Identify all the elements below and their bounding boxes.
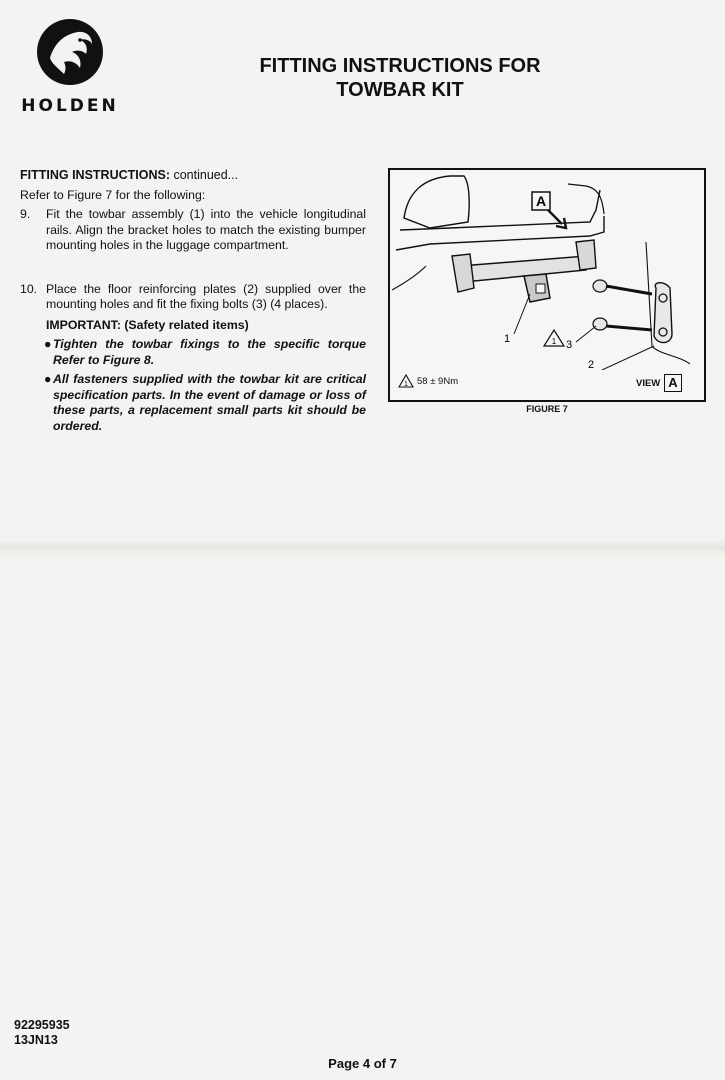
holden-lion-icon <box>36 18 104 86</box>
towbar-left-arm <box>452 254 474 292</box>
part-label-3: 3 <box>566 339 573 351</box>
callout-a-letter: A <box>535 193 547 209</box>
bolt-head-upper <box>593 280 607 292</box>
step-9 <box>20 207 366 254</box>
step-10 <box>20 282 366 313</box>
part-number: 92295935 <box>14 1018 70 1032</box>
figure-caption: FIGURE 7 <box>526 404 568 414</box>
bolt-head-lower <box>593 318 607 330</box>
view-label <box>636 374 682 392</box>
callout-arrow-icon <box>548 210 566 228</box>
document-codes <box>14 1018 70 1048</box>
towbar-diagram <box>390 170 704 370</box>
section-heading-label: FITTING INSTRUCTIONS: <box>20 168 170 182</box>
vehicle-body-line <box>400 190 600 230</box>
underbody-curve <box>392 266 426 290</box>
important-bullet-1 <box>44 337 366 368</box>
section-heading <box>20 168 366 184</box>
bullet-text: Tighten the towbar fixings to the specific torque Refer to Figure 8. <box>53 337 366 367</box>
towbar-right-arm <box>576 240 596 270</box>
leader-line-3 <box>576 326 596 342</box>
bullet-text: All fasteners supplied with the towbar kit are critical specification parts. In the event of damage or loss of these parts, a replacement small parts kit should be ordered. <box>53 372 366 433</box>
part-label-1: 1 <box>504 333 511 345</box>
bolt-shank-lower <box>606 326 652 330</box>
figure-7-illustration <box>388 168 706 402</box>
step-text: Fit the towbar assembly (1) into the vehicle longitudinal rails. Align the bracket holes to match the existing bumper mounting holes in the luggage compartment. <box>46 207 366 252</box>
page-number: Page 4 of 7 <box>328 1056 397 1071</box>
bolt-shank-upper <box>606 286 652 294</box>
leader-line-1 <box>514 294 530 334</box>
towbar-crossbar <box>460 256 586 282</box>
bumper-line <box>396 216 604 250</box>
bullet-dot-icon: ● <box>44 372 52 386</box>
warning-triangle-icon <box>398 374 414 388</box>
leader-line-2 <box>602 346 654 370</box>
step-number: 10. <box>20 281 38 296</box>
important-label: IMPORTANT: (Safety related items) <box>46 317 249 332</box>
reinforcing-plate <box>654 283 672 343</box>
section-heading-suffix: continued... <box>170 168 239 182</box>
title-line-2: TOWBAR KIT <box>336 79 464 101</box>
page-title <box>230 54 570 102</box>
warning-number: 1 <box>551 337 557 346</box>
holden-logo <box>14 18 126 118</box>
title-line-1: FITTING INSTRUCTIONS FOR <box>259 55 541 77</box>
date-code: 13JN13 <box>14 1033 58 1047</box>
instructions-column <box>20 168 366 434</box>
brand-name: HOLDEN <box>21 96 119 116</box>
view-text: VIEW <box>636 377 661 389</box>
view-letter-box: A <box>664 374 681 392</box>
paper-fold <box>0 540 725 558</box>
step-text: Place the floor reinforcing plates (2) supplied over the mounting holes and fit the fixing bolts (3) (4 places). <box>46 281 366 311</box>
torque-value: 58 ± 9Nm <box>417 375 459 387</box>
important-bullet-2 <box>44 372 366 434</box>
torque-spec <box>398 374 458 388</box>
receiver-opening <box>536 284 545 293</box>
refer-line: Refer to Figure 7 for the following: <box>20 187 206 202</box>
warning-number: 1 <box>404 381 408 388</box>
step-number: 9. <box>20 207 31 221</box>
part-label-2: 2 <box>588 359 595 370</box>
vehicle-rear-outline <box>404 176 469 228</box>
bullet-dot-icon: ● <box>44 337 52 351</box>
